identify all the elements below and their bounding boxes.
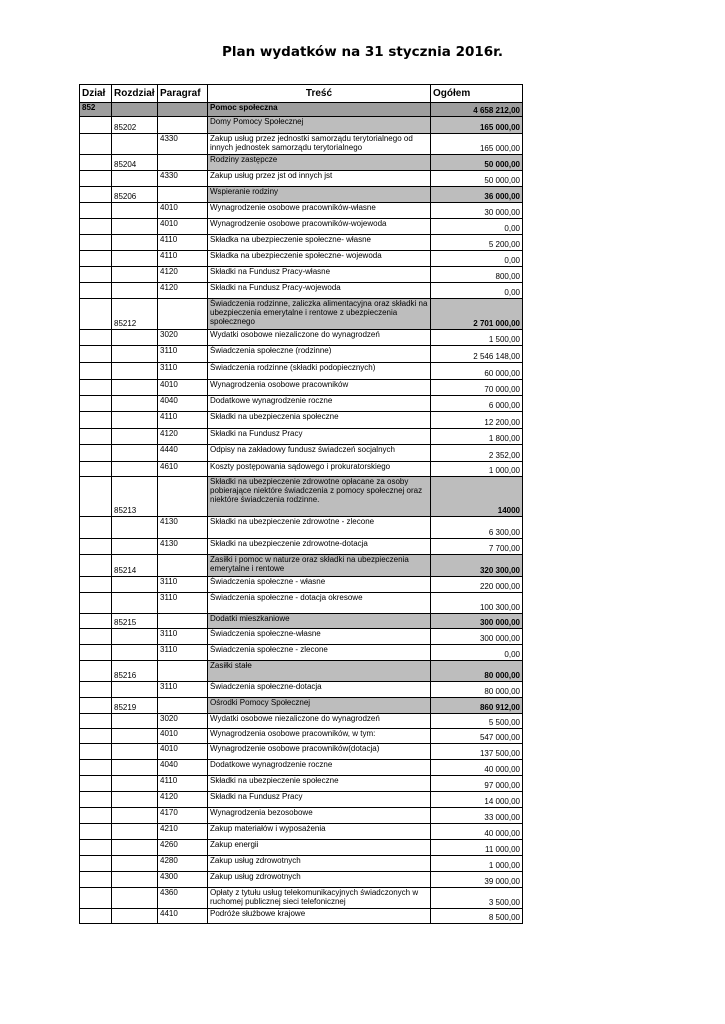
table-row bbox=[80, 593, 523, 614]
cell-ogolem: 547 000,00 bbox=[431, 729, 523, 744]
cell-paragraf: 4300 bbox=[158, 872, 208, 888]
cell-dzial bbox=[80, 714, 112, 729]
cell-tresc: Wynagrodzenia bezosobowe bbox=[208, 808, 431, 824]
table-row bbox=[80, 267, 523, 283]
cell-rozdzial bbox=[112, 808, 158, 824]
cell-ogolem: 2 701 000,00 bbox=[431, 299, 523, 330]
cell-paragraf: 4010 bbox=[158, 729, 208, 744]
cell-rozdzial bbox=[112, 593, 158, 614]
table-row bbox=[80, 888, 523, 909]
cell-rozdzial bbox=[112, 856, 158, 872]
cell-tresc: Składki na ubezpieczenie zdrowotne - zlecone bbox=[208, 517, 431, 539]
cell-dzial bbox=[80, 346, 112, 363]
cell-tresc: Składka na ubezpieczenie społeczne- wojewoda bbox=[208, 251, 431, 267]
cell-tresc: Opłaty z tytułu usług telekomunikacyjnych świadczonych w ruchomej publicznej sieci telefonicznej bbox=[208, 888, 431, 909]
cell-dzial bbox=[80, 682, 112, 698]
table-row bbox=[80, 776, 523, 792]
table-header-row bbox=[80, 85, 523, 103]
cell-dzial bbox=[80, 614, 112, 629]
header-ogolem: Ogółem bbox=[431, 85, 523, 103]
table-row bbox=[80, 203, 523, 219]
table-row bbox=[80, 577, 523, 593]
cell-dzial bbox=[80, 808, 112, 824]
section-row bbox=[80, 555, 523, 577]
cell-rozdzial bbox=[112, 645, 158, 661]
cell-rozdzial bbox=[112, 577, 158, 593]
cell-ogolem: 1 000,00 bbox=[431, 462, 523, 477]
cell-tresc: Zakup usług zdrowotnych bbox=[208, 872, 431, 888]
cell-tresc: Zasiłki i pomoc w naturze oraz składki na ubezpieczenia emerytalne i rentowe bbox=[208, 555, 431, 577]
cell-tresc: Zakup usług przez jst od innych jst bbox=[208, 171, 431, 187]
table-row bbox=[80, 714, 523, 729]
cell-paragraf: 4120 bbox=[158, 283, 208, 299]
cell-ogolem: 80 000,00 bbox=[431, 682, 523, 698]
cell-rozdzial bbox=[112, 429, 158, 445]
cell-rozdzial: 85202 bbox=[112, 117, 158, 134]
page-title: Plan wydatków na 31 stycznia 2016r. bbox=[221, 44, 504, 60]
cell-tresc: Składki na Fundusz Pracy-wojewoda bbox=[208, 283, 431, 299]
cell-ogolem: 40 000,00 bbox=[431, 760, 523, 776]
cell-rozdzial bbox=[112, 539, 158, 555]
cell-rozdzial bbox=[112, 346, 158, 363]
cell-paragraf: 3110 bbox=[158, 645, 208, 661]
cell-tresc: Zakup usług zdrowotnych bbox=[208, 856, 431, 872]
cell-paragraf bbox=[158, 299, 208, 330]
cell-ogolem: 5 200,00 bbox=[431, 235, 523, 251]
cell-dzial bbox=[80, 380, 112, 396]
cell-paragraf bbox=[158, 614, 208, 629]
cell-paragraf: 4010 bbox=[158, 219, 208, 235]
cell-tresc: Składki na ubezpieczenia społeczne bbox=[208, 412, 431, 429]
cell-tresc: Ośrodki Pomocy Społecznej bbox=[208, 698, 431, 714]
cell-paragraf: 4260 bbox=[158, 840, 208, 856]
cell-paragraf: 4210 bbox=[158, 824, 208, 840]
table-row bbox=[80, 412, 523, 429]
cell-rozdzial bbox=[112, 682, 158, 698]
cell-dzial bbox=[80, 577, 112, 593]
cell-rozdzial bbox=[112, 824, 158, 840]
cell-rozdzial bbox=[112, 380, 158, 396]
cell-tresc: Wydatki osobowe niezaliczone do wynagrodzeń bbox=[208, 714, 431, 729]
cell-rozdzial bbox=[112, 729, 158, 744]
cell-dzial bbox=[80, 555, 112, 577]
cell-ogolem: 70 000,00 bbox=[431, 380, 523, 396]
cell-rozdzial bbox=[112, 714, 158, 729]
dzial-rozdzial-cell bbox=[112, 103, 158, 117]
cell-dzial bbox=[80, 776, 112, 792]
cell-dzial bbox=[80, 429, 112, 445]
cell-paragraf: 3110 bbox=[158, 682, 208, 698]
cell-tresc: Składki na ubezpieczenie społeczne bbox=[208, 776, 431, 792]
cell-dzial bbox=[80, 134, 112, 155]
cell-tresc: Składki na Fundusz Pracy bbox=[208, 429, 431, 445]
cell-paragraf bbox=[158, 661, 208, 682]
header-rozdzial: Rozdział bbox=[112, 85, 158, 103]
cell-tresc: Świadczenia społeczne (rodzinne) bbox=[208, 346, 431, 363]
cell-rozdzial bbox=[112, 909, 158, 924]
cell-rozdzial bbox=[112, 396, 158, 412]
header-tresc: Treść bbox=[208, 85, 431, 103]
cell-dzial bbox=[80, 744, 112, 760]
cell-dzial bbox=[80, 517, 112, 539]
dzial-paragraf-cell bbox=[158, 103, 208, 117]
cell-tresc: Wynagrodzenie osobowe pracowników(dotacja) bbox=[208, 744, 431, 760]
cell-rozdzial bbox=[112, 744, 158, 760]
table-row bbox=[80, 909, 523, 924]
section-row bbox=[80, 155, 523, 171]
cell-rozdzial: 85219 bbox=[112, 698, 158, 714]
table-row bbox=[80, 856, 523, 872]
cell-dzial bbox=[80, 219, 112, 235]
header-paragraf: Paragraf bbox=[158, 85, 208, 103]
section-row bbox=[80, 117, 523, 134]
cell-paragraf bbox=[158, 155, 208, 171]
table-row bbox=[80, 445, 523, 462]
expenditure-table bbox=[79, 84, 523, 924]
cell-dzial bbox=[80, 477, 112, 517]
cell-rozdzial: 85214 bbox=[112, 555, 158, 577]
cell-dzial bbox=[80, 462, 112, 477]
cell-dzial bbox=[80, 396, 112, 412]
cell-paragraf: 4330 bbox=[158, 171, 208, 187]
cell-paragraf bbox=[158, 117, 208, 134]
cell-dzial bbox=[80, 856, 112, 872]
cell-dzial bbox=[80, 251, 112, 267]
table-row bbox=[80, 462, 523, 477]
cell-rozdzial bbox=[112, 517, 158, 539]
cell-rozdzial bbox=[112, 412, 158, 429]
cell-ogolem: 36 000,00 bbox=[431, 187, 523, 203]
table-row bbox=[80, 346, 523, 363]
cell-dzial bbox=[80, 872, 112, 888]
cell-ogolem: 8 500,00 bbox=[431, 909, 523, 924]
cell-ogolem: 3 500,00 bbox=[431, 888, 523, 909]
cell-rozdzial bbox=[112, 445, 158, 462]
cell-tresc: Wydatki osobowe niezaliczone do wynagrodzeń bbox=[208, 330, 431, 346]
cell-dzial bbox=[80, 792, 112, 808]
cell-tresc: Zakup usług przez jednostki samorządu terytorialnego od innych jednostek samorządu terytorialnego bbox=[208, 134, 431, 155]
cell-paragraf: 3110 bbox=[158, 363, 208, 380]
cell-dzial bbox=[80, 412, 112, 429]
cell-rozdzial bbox=[112, 203, 158, 219]
cell-paragraf: 3110 bbox=[158, 629, 208, 645]
cell-tresc: Zakup energii bbox=[208, 840, 431, 856]
cell-ogolem: 80 000,00 bbox=[431, 661, 523, 682]
cell-ogolem: 6 000,00 bbox=[431, 396, 523, 412]
cell-ogolem: 0,00 bbox=[431, 283, 523, 299]
cell-tresc: Odpisy na zakładowy fundusz świadczeń socjalnych bbox=[208, 445, 431, 462]
cell-paragraf: 3110 bbox=[158, 577, 208, 593]
cell-dzial bbox=[80, 824, 112, 840]
cell-dzial bbox=[80, 729, 112, 744]
cell-paragraf: 4110 bbox=[158, 235, 208, 251]
cell-rozdzial bbox=[112, 462, 158, 477]
table-row bbox=[80, 251, 523, 267]
cell-tresc: Składki na Fundusz Pracy bbox=[208, 792, 431, 808]
table-row bbox=[80, 429, 523, 445]
cell-rozdzial bbox=[112, 134, 158, 155]
table-row bbox=[80, 760, 523, 776]
cell-ogolem: 860 912,00 bbox=[431, 698, 523, 714]
cell-tresc: Świadczenia społeczne - dotacja okresowe bbox=[208, 593, 431, 614]
cell-dzial bbox=[80, 645, 112, 661]
cell-paragraf: 4170 bbox=[158, 808, 208, 824]
table-row bbox=[80, 330, 523, 346]
table-row bbox=[80, 682, 523, 698]
cell-ogolem: 2 352,00 bbox=[431, 445, 523, 462]
cell-dzial bbox=[80, 203, 112, 219]
section-row bbox=[80, 698, 523, 714]
cell-ogolem: 320 300,00 bbox=[431, 555, 523, 577]
table-row bbox=[80, 808, 523, 824]
cell-ogolem: 137 500,00 bbox=[431, 744, 523, 760]
cell-rozdzial bbox=[112, 872, 158, 888]
cell-ogolem: 40 000,00 bbox=[431, 824, 523, 840]
cell-dzial bbox=[80, 267, 112, 283]
cell-rozdzial bbox=[112, 235, 158, 251]
cell-paragraf bbox=[158, 477, 208, 517]
cell-tresc: Wspieranie rodziny bbox=[208, 187, 431, 203]
cell-paragraf: 4040 bbox=[158, 760, 208, 776]
cell-tresc: Dodatkowe wynagrodzenie roczne bbox=[208, 760, 431, 776]
cell-dzial bbox=[80, 363, 112, 380]
cell-tresc: Domy Pomocy Społecznej bbox=[208, 117, 431, 134]
cell-tresc: Dodatkowe wynagrodzenie roczne bbox=[208, 396, 431, 412]
section-row bbox=[80, 299, 523, 330]
cell-ogolem: 2 546 148,00 bbox=[431, 346, 523, 363]
cell-dzial bbox=[80, 629, 112, 645]
cell-tresc: Składki na Fundusz Pracy-własne bbox=[208, 267, 431, 283]
cell-ogolem: 30 000,00 bbox=[431, 203, 523, 219]
table-row bbox=[80, 744, 523, 760]
cell-paragraf: 3110 bbox=[158, 593, 208, 614]
cell-paragraf: 4280 bbox=[158, 856, 208, 872]
table-row bbox=[80, 363, 523, 380]
cell-dzial bbox=[80, 909, 112, 924]
table-row bbox=[80, 134, 523, 155]
cell-rozdzial bbox=[112, 283, 158, 299]
cell-tresc: Zakup materiałów i wyposażenia bbox=[208, 824, 431, 840]
table-row bbox=[80, 840, 523, 856]
dzial-name: Pomoc społeczna bbox=[208, 103, 431, 117]
section-row bbox=[80, 614, 523, 629]
cell-paragraf: 3110 bbox=[158, 346, 208, 363]
cell-ogolem: 1 500,00 bbox=[431, 330, 523, 346]
cell-rozdzial: 85212 bbox=[112, 299, 158, 330]
table-row bbox=[80, 396, 523, 412]
cell-ogolem: 50 000,00 bbox=[431, 155, 523, 171]
cell-paragraf: 4330 bbox=[158, 134, 208, 155]
cell-paragraf: 4130 bbox=[158, 539, 208, 555]
cell-rozdzial bbox=[112, 251, 158, 267]
cell-paragraf: 4040 bbox=[158, 396, 208, 412]
cell-tresc: Podróże służbowe krajowe bbox=[208, 909, 431, 924]
cell-ogolem: 220 000,00 bbox=[431, 577, 523, 593]
cell-ogolem: 7 700,00 bbox=[431, 539, 523, 555]
table-row bbox=[80, 824, 523, 840]
table-row bbox=[80, 872, 523, 888]
cell-dzial bbox=[80, 539, 112, 555]
cell-dzial bbox=[80, 445, 112, 462]
cell-ogolem: 1 800,00 bbox=[431, 429, 523, 445]
cell-rozdzial bbox=[112, 267, 158, 283]
cell-paragraf: 4010 bbox=[158, 380, 208, 396]
cell-rozdzial bbox=[112, 840, 158, 856]
table-row bbox=[80, 283, 523, 299]
cell-tresc: Świadczenia społeczne - zlecone bbox=[208, 645, 431, 661]
cell-rozdzial bbox=[112, 219, 158, 235]
cell-dzial bbox=[80, 840, 112, 856]
cell-paragraf: 4610 bbox=[158, 462, 208, 477]
cell-ogolem: 11 000,00 bbox=[431, 840, 523, 856]
cell-paragraf bbox=[158, 555, 208, 577]
table-row bbox=[80, 380, 523, 396]
cell-dzial bbox=[80, 187, 112, 203]
table-row bbox=[80, 792, 523, 808]
table-row bbox=[80, 629, 523, 645]
cell-tresc: Świadczenia społeczne - własne bbox=[208, 577, 431, 593]
cell-paragraf: 4110 bbox=[158, 412, 208, 429]
cell-tresc: Rodziny zastępcze bbox=[208, 155, 431, 171]
cell-tresc: Składki na ubezpieczenie zdrowotne-dotacja bbox=[208, 539, 431, 555]
cell-paragraf: 4010 bbox=[158, 203, 208, 219]
cell-rozdzial bbox=[112, 888, 158, 909]
cell-dzial bbox=[80, 117, 112, 134]
cell-dzial bbox=[80, 171, 112, 187]
cell-tresc: Świadczenia społeczne-dotacja bbox=[208, 682, 431, 698]
cell-paragraf bbox=[158, 698, 208, 714]
cell-ogolem: 300 000,00 bbox=[431, 629, 523, 645]
table-row bbox=[80, 645, 523, 661]
cell-tresc: Dodatki mieszkaniowe bbox=[208, 614, 431, 629]
cell-tresc: Składka na ubezpieczenie społeczne- własne bbox=[208, 235, 431, 251]
cell-tresc: Świadczenia społeczne-własne bbox=[208, 629, 431, 645]
cell-rozdzial: 85215 bbox=[112, 614, 158, 629]
cell-rozdzial: 85213 bbox=[112, 477, 158, 517]
cell-rozdzial bbox=[112, 760, 158, 776]
cell-paragraf: 4110 bbox=[158, 251, 208, 267]
section-row bbox=[80, 477, 523, 517]
cell-ogolem: 33 000,00 bbox=[431, 808, 523, 824]
cell-ogolem: 1 000,00 bbox=[431, 856, 523, 872]
cell-ogolem: 0,00 bbox=[431, 645, 523, 661]
cell-dzial bbox=[80, 299, 112, 330]
cell-ogolem: 0,00 bbox=[431, 219, 523, 235]
cell-paragraf bbox=[158, 187, 208, 203]
cell-paragraf: 4130 bbox=[158, 517, 208, 539]
table-row bbox=[80, 517, 523, 539]
cell-ogolem: 12 200,00 bbox=[431, 412, 523, 429]
cell-ogolem: 97 000,00 bbox=[431, 776, 523, 792]
cell-tresc: Świadczenia rodzinne (składki podopiecznych) bbox=[208, 363, 431, 380]
table-row bbox=[80, 729, 523, 744]
cell-ogolem: 300 000,00 bbox=[431, 614, 523, 629]
table-row bbox=[80, 171, 523, 187]
cell-tresc: Wynagrodzenie osobowe pracowników-własne bbox=[208, 203, 431, 219]
cell-paragraf: 4120 bbox=[158, 267, 208, 283]
cell-tresc: Wynagrodzenie osobowe pracowników-wojewoda bbox=[208, 219, 431, 235]
cell-paragraf: 4410 bbox=[158, 909, 208, 924]
cell-ogolem: 60 000,00 bbox=[431, 363, 523, 380]
cell-dzial bbox=[80, 330, 112, 346]
cell-ogolem: 5 500,00 bbox=[431, 714, 523, 729]
cell-dzial bbox=[80, 155, 112, 171]
cell-paragraf: 4110 bbox=[158, 776, 208, 792]
cell-dzial bbox=[80, 661, 112, 682]
cell-dzial bbox=[80, 888, 112, 909]
table-row bbox=[80, 539, 523, 555]
cell-rozdzial bbox=[112, 330, 158, 346]
cell-ogolem: 0,00 bbox=[431, 251, 523, 267]
cell-rozdzial: 85216 bbox=[112, 661, 158, 682]
table-row bbox=[80, 219, 523, 235]
cell-rozdzial bbox=[112, 629, 158, 645]
cell-dzial bbox=[80, 283, 112, 299]
cell-ogolem: 14000 bbox=[431, 477, 523, 517]
cell-tresc: Wynagrodzenia osobowe pracowników bbox=[208, 380, 431, 396]
table-row bbox=[80, 235, 523, 251]
cell-ogolem: 165 000,00 bbox=[431, 117, 523, 134]
cell-ogolem: 800,00 bbox=[431, 267, 523, 283]
cell-ogolem: 6 300,00 bbox=[431, 517, 523, 539]
dzial-total: 4 658 212,00 bbox=[431, 103, 523, 117]
cell-rozdzial bbox=[112, 171, 158, 187]
cell-ogolem: 50 000,00 bbox=[431, 171, 523, 187]
cell-paragraf: 4120 bbox=[158, 792, 208, 808]
cell-paragraf: 4120 bbox=[158, 429, 208, 445]
cell-tresc: Koszty postępowania sądowego i prokuratorskiego bbox=[208, 462, 431, 477]
cell-dzial bbox=[80, 698, 112, 714]
section-row bbox=[80, 187, 523, 203]
cell-dzial bbox=[80, 593, 112, 614]
cell-paragraf: 3020 bbox=[158, 330, 208, 346]
cell-ogolem: 100 300,00 bbox=[431, 593, 523, 614]
cell-dzial bbox=[80, 760, 112, 776]
cell-rozdzial bbox=[112, 776, 158, 792]
header-dzial: Dział bbox=[80, 85, 112, 103]
cell-ogolem: 165 000,00 bbox=[431, 134, 523, 155]
cell-tresc: Świadczenia rodzinne, zaliczka alimentacyjna oraz składki na ubezpieczenia emerytalne i rentowe z ubezpieczenia społecznego bbox=[208, 299, 431, 330]
cell-paragraf: 4440 bbox=[158, 445, 208, 462]
cell-tresc: Wynagrodzenia osobowe pracowników, w tym: bbox=[208, 729, 431, 744]
cell-tresc: Zasiłki stałe bbox=[208, 661, 431, 682]
cell-rozdzial: 85206 bbox=[112, 187, 158, 203]
cell-ogolem: 14 000,00 bbox=[431, 792, 523, 808]
cell-ogolem: 39 000,00 bbox=[431, 872, 523, 888]
cell-paragraf: 3020 bbox=[158, 714, 208, 729]
dzial-row bbox=[80, 103, 523, 117]
cell-tresc: Składki na ubezpieczenie zdrowotne opłacane za osoby pobierające niektóre świadczenia z pomocy społecznej oraz niektóre świadczenia rodzinne. bbox=[208, 477, 431, 517]
cell-paragraf: 4360 bbox=[158, 888, 208, 909]
section-row bbox=[80, 661, 523, 682]
cell-paragraf: 4010 bbox=[158, 744, 208, 760]
cell-rozdzial bbox=[112, 792, 158, 808]
dzial-code: 852 bbox=[80, 103, 112, 117]
cell-rozdzial bbox=[112, 363, 158, 380]
cell-dzial bbox=[80, 235, 112, 251]
cell-rozdzial: 85204 bbox=[112, 155, 158, 171]
